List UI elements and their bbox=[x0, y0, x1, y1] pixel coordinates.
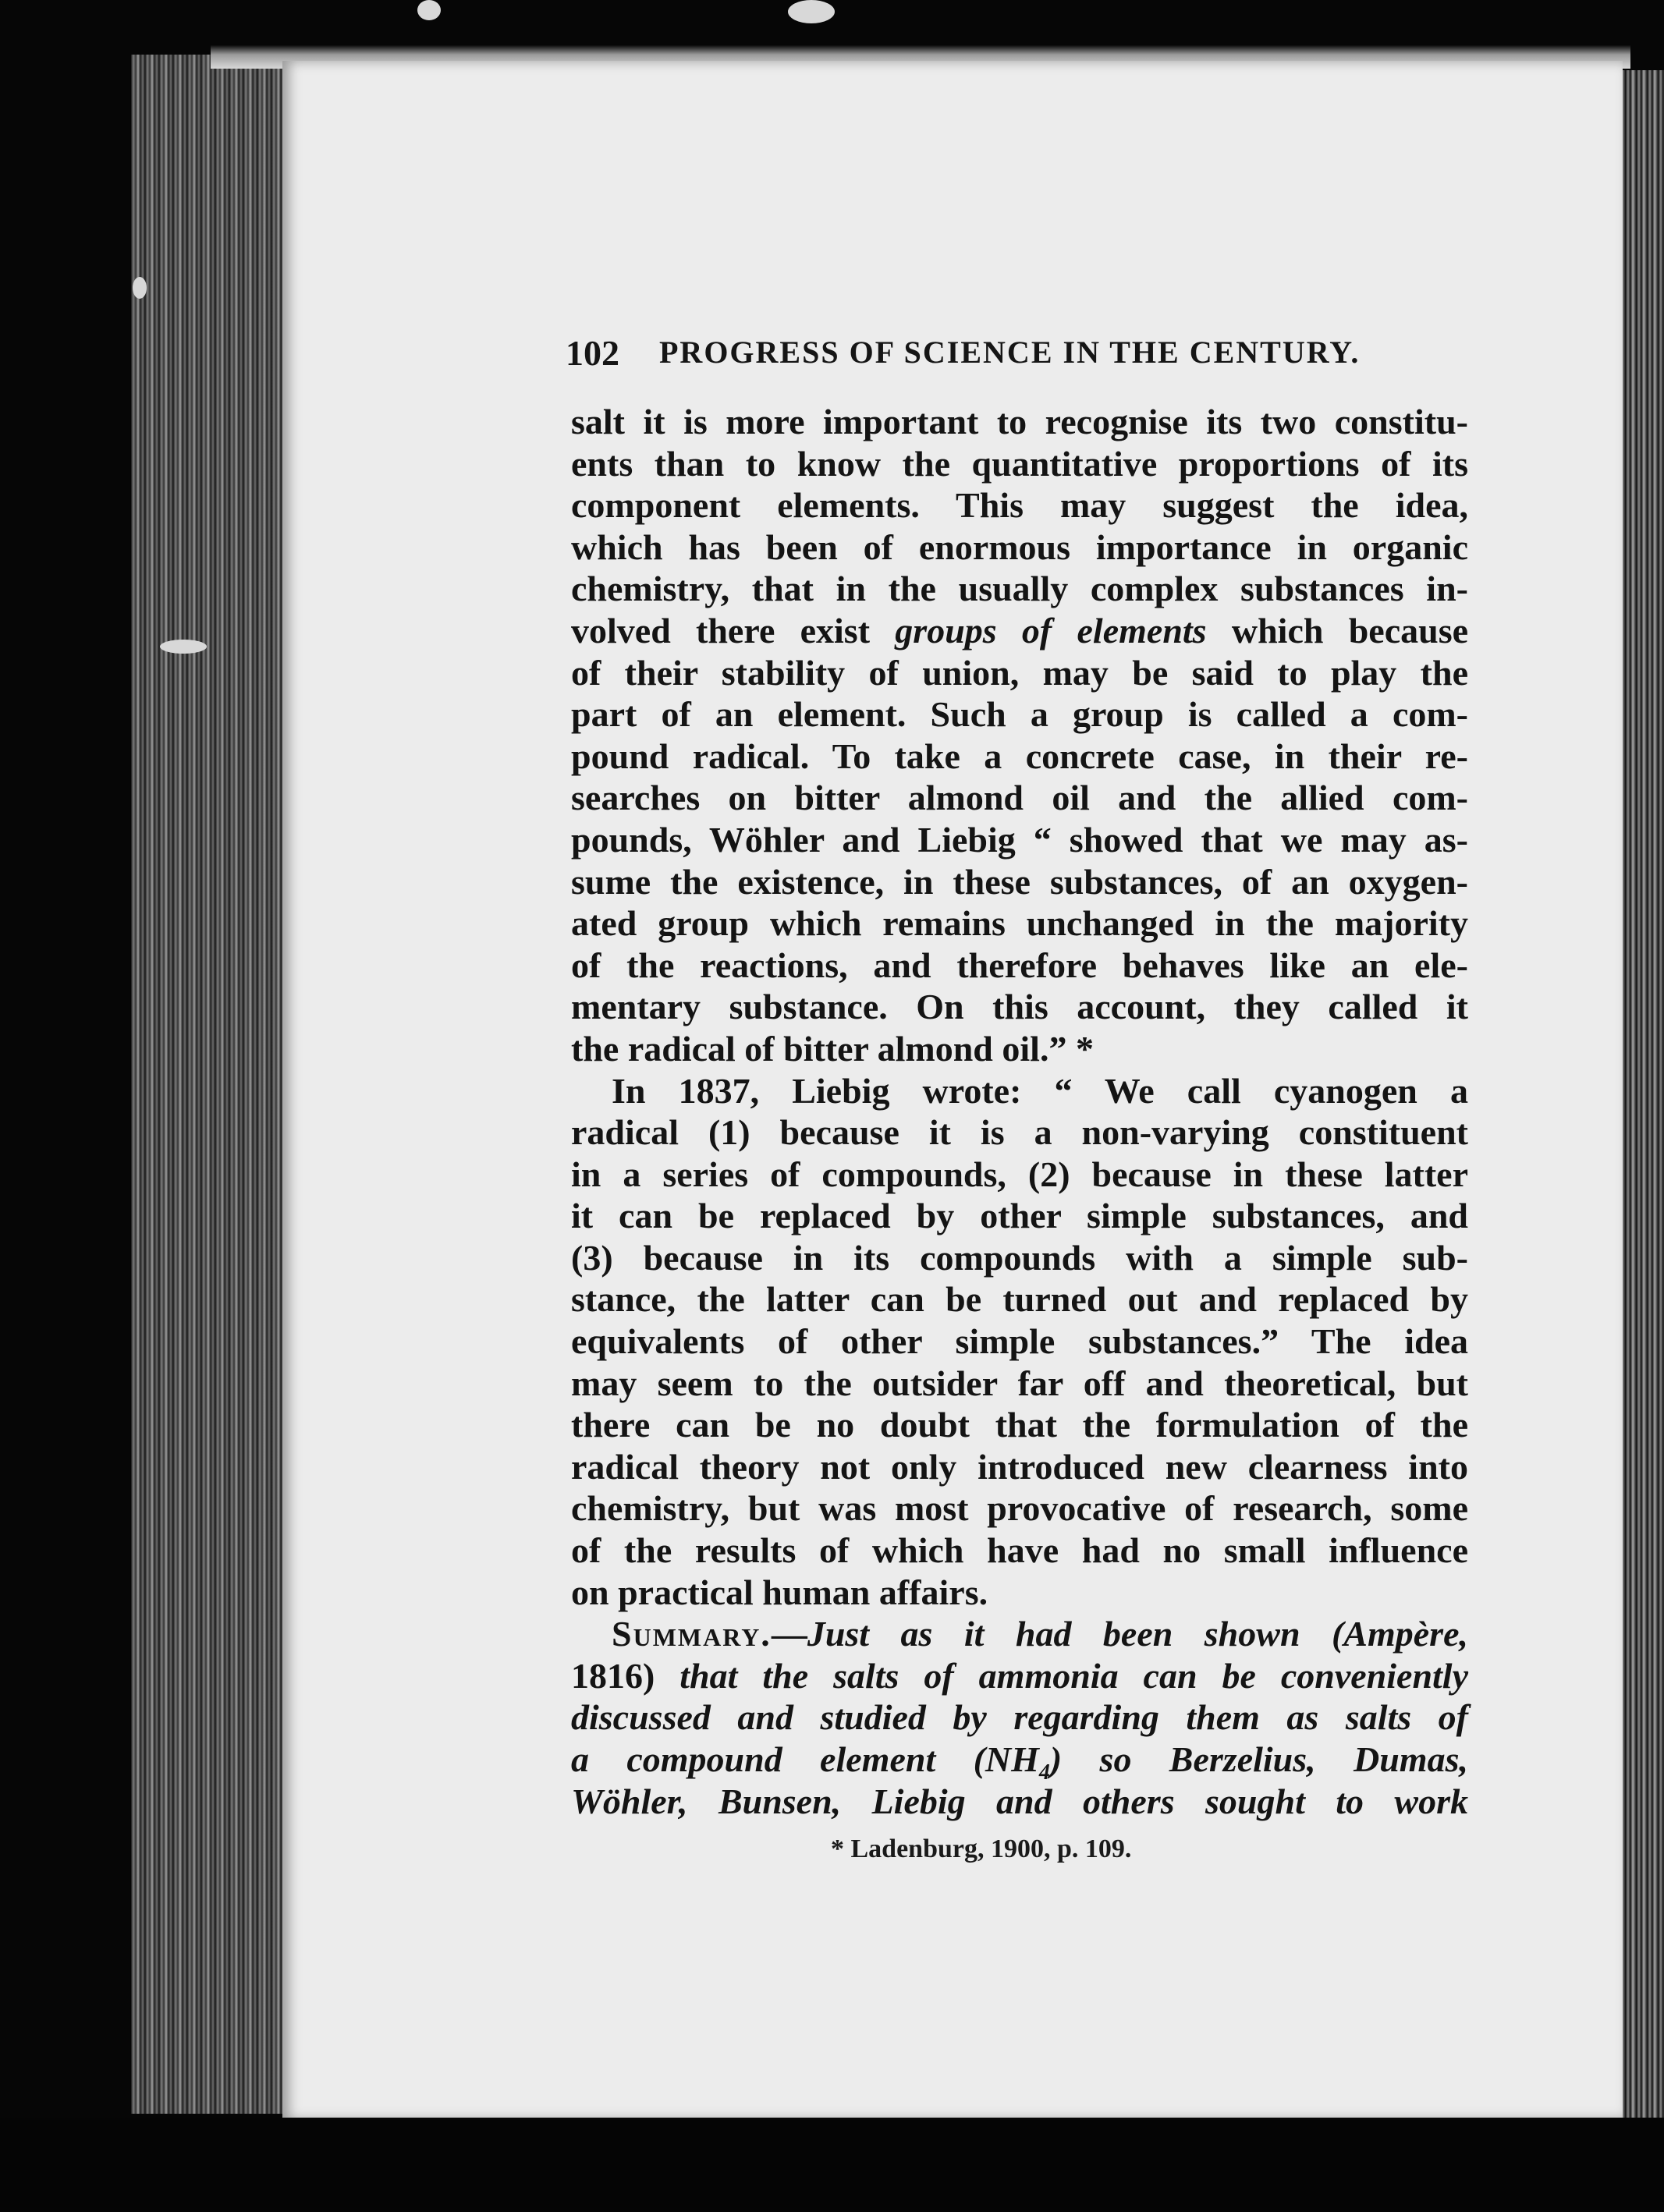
summary-line bbox=[571, 1739, 1468, 1785]
text-line: equivalents of other simple substances.” The idea bbox=[571, 1321, 1468, 1362]
text-line: the radical of bitter almond oil.” * bbox=[571, 1028, 1094, 1069]
text-line: radical (1) because it is a non-varying constituent bbox=[571, 1112, 1468, 1153]
summary-dash: — bbox=[771, 1614, 807, 1654]
text-line: part of an element. Such a group is called a com- bbox=[571, 694, 1468, 735]
summary-text: ) so Berzelius, Dumas, bbox=[1049, 1739, 1468, 1779]
body-text bbox=[571, 401, 1468, 1822]
text-line: sume the existence, in these substances, of an oxygen- bbox=[571, 861, 1468, 902]
text-line: mentary substance. On this account, they called it bbox=[571, 987, 1468, 1027]
running-title: PROGRESS OF SCIENCE IN THE CENTURY. bbox=[659, 335, 1361, 370]
summary-text: 1816) bbox=[571, 1655, 655, 1696]
dust-speck bbox=[788, 0, 835, 23]
text-line: component elements. This may suggest the idea, bbox=[571, 485, 1468, 526]
summary-line bbox=[571, 1655, 1468, 1697]
text-line: ents than to know the quantitative proportions of its bbox=[571, 443, 1468, 484]
paragraph-start: In 1837, Liebig wrote: “ We call cyanogen a bbox=[612, 1070, 1468, 1111]
text-line: there can be no doubt that the formulation of the bbox=[571, 1405, 1468, 1445]
text-line: of the results of which have had no small influence bbox=[571, 1530, 1468, 1571]
footnote: * Ladenburg, 1900, p. 109. bbox=[831, 1834, 1132, 1863]
text-line: of their stability of union, may be said to play the bbox=[571, 652, 1468, 693]
summary-line: discussed and studied by regarding them as salts of bbox=[571, 1697, 1468, 1738]
text-line: radical theory not only introduced new clearness into bbox=[571, 1446, 1468, 1487]
page-number: 102 bbox=[566, 333, 619, 373]
summary-line bbox=[571, 1613, 1468, 1655]
text-line: which has been of enormous importance in organic bbox=[571, 526, 1468, 567]
text-line: pound radical. To take a concrete case, in their re- bbox=[571, 736, 1468, 776]
summary-text: a compound element (NH bbox=[571, 1739, 1039, 1779]
text-line: salt it is more important to recognise its two constitu- bbox=[571, 402, 1468, 441]
text-line: (3) because in its compounds with a simple sub- bbox=[571, 1237, 1468, 1278]
subscript: 4 bbox=[1038, 1760, 1050, 1785]
text-line bbox=[571, 610, 1468, 652]
text-line: ated group which remains unchanged in the majority bbox=[571, 903, 1468, 944]
text-line: chemistry, that in the usually complex substances in- bbox=[571, 569, 1468, 609]
summary-label: Summary. bbox=[612, 1614, 772, 1654]
dust-speck bbox=[417, 0, 441, 20]
page-edges-left bbox=[131, 55, 295, 2114]
text-fragment: volved there exist bbox=[571, 610, 871, 650]
italic-phrase: groups of elements bbox=[895, 610, 1207, 650]
summary-text: Just as it had been shown (Ampère, bbox=[807, 1614, 1468, 1654]
text-line: of the reactions, and therefore behaves like an ele- bbox=[571, 945, 1468, 985]
summary-text: that the salts of ammonia can be conveniently bbox=[679, 1655, 1469, 1696]
text-line: in a series of compounds, (2) because in these latter bbox=[571, 1154, 1468, 1194]
text-line: pounds, Wöhler and Liebig “ showed that we may as- bbox=[571, 819, 1468, 860]
text-line: on practical human affairs. bbox=[571, 1572, 988, 1612]
dust-speck bbox=[133, 277, 147, 299]
text-line: chemistry, but was most provocative of research, some bbox=[571, 1488, 1468, 1529]
text-fragment: which because bbox=[1231, 610, 1469, 650]
text-line: searches on bitter almond oil and the allied com- bbox=[571, 778, 1468, 818]
text-line: stance, the latter can be turned out and replaced by bbox=[571, 1279, 1468, 1320]
scan-background bbox=[0, 2118, 1664, 2212]
page-header bbox=[566, 328, 1471, 382]
summary-line: Wöhler, Bunsen, Liebig and others sought to work bbox=[571, 1781, 1468, 1821]
dust-speck bbox=[160, 640, 207, 654]
text-line: it can be replaced by other simple substances, and bbox=[571, 1196, 1468, 1236]
text-line: may seem to the outsider far off and theoretical, but bbox=[571, 1363, 1468, 1403]
